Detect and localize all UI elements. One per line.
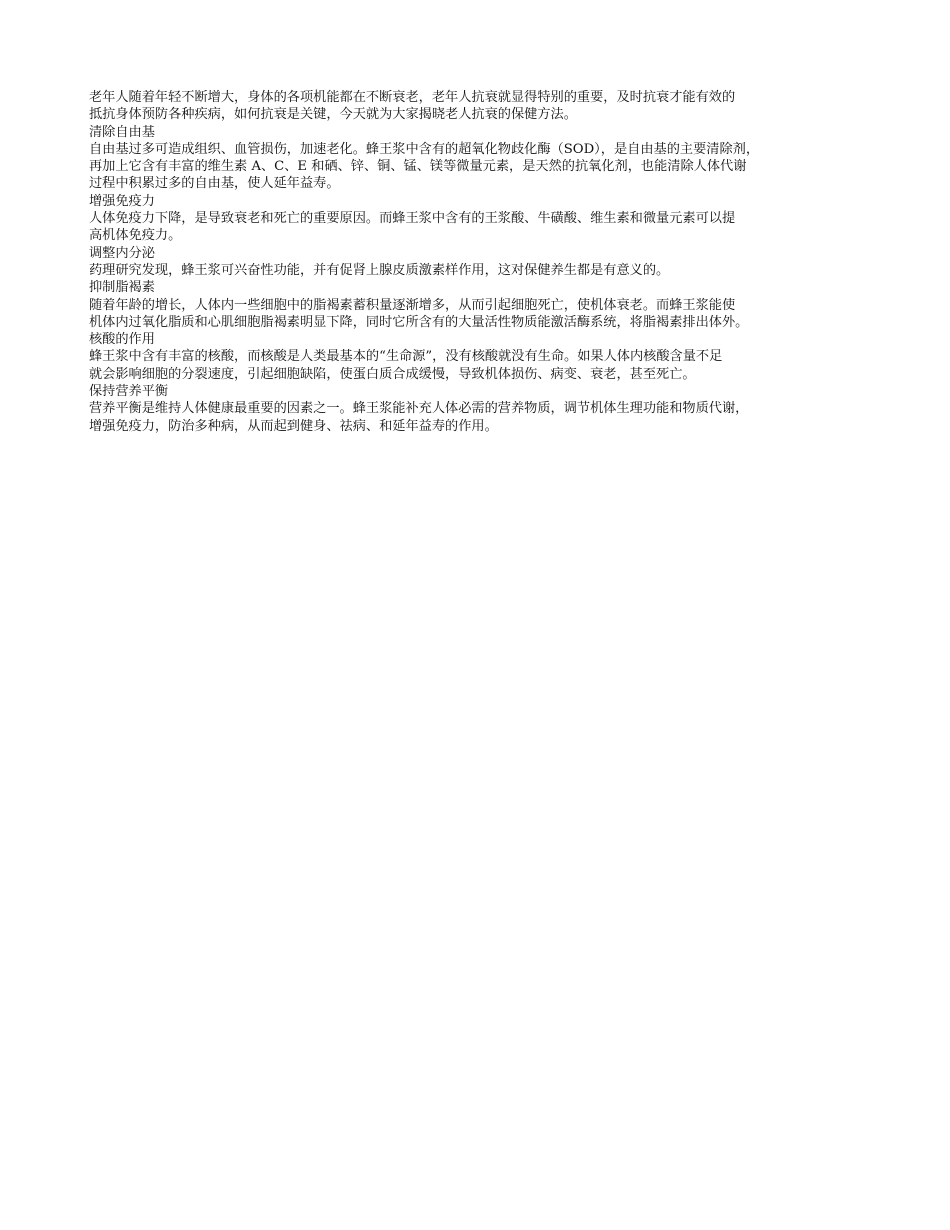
section-heading: 调整内分泌 <box>89 245 155 261</box>
intro-line: 抵抗身体预防各种疾病，如何抗衰是关键，今天就为大家揭晓老人抗衰的保健方法。 <box>89 107 577 123</box>
section-heading: 增强免疫力 <box>89 193 155 209</box>
section-line: 增强免疫力，防治多种病，从而起到健身、祛病、和延年益寿的作用。 <box>89 418 498 434</box>
section-free-radicals <box>89 124 874 193</box>
section-nutrition-balance <box>89 383 874 435</box>
section-line: 人体免疫力下降，是导致衰老和死亡的重要原因。而蜂王浆中含有的王浆酸、牛磺酸、维生素和微量元素可以提 <box>89 211 736 227</box>
section-line: 再加上它含有丰富的维生素 A、C、E 和硒、锌、铜、锰、镁等微量元素，是天然的抗氧化剂，也能清除人体代谢 <box>89 159 747 175</box>
section-heading: 清除自由基 <box>89 124 155 140</box>
document-page <box>89 89 874 435</box>
section-line: 过程中积累过多的自由基，使人延年益寿。 <box>89 176 340 192</box>
intro-line: 老年人随着年轻不断增大，身体的各项机能都在不断衰老，老年人抗衰就显得特别的重要，及时抗衰才能有效的 <box>89 90 736 105</box>
section-lipofuscin <box>89 279 874 331</box>
section-line: 营养平衡是维持人体健康最重要的因素之一。蜂王浆能补充人体必需的营养物质，调节机体生理功能和物质代谢， <box>89 401 749 417</box>
section-endocrine <box>89 245 874 280</box>
intro-paragraph <box>89 89 874 124</box>
section-line: 就会影响细胞的分裂速度，引起细胞缺陷，使蛋白质合成缓慢，导致机体损伤、病变、衰老，甚至死亡。 <box>89 366 696 382</box>
section-nucleic-acid <box>89 331 874 383</box>
section-line: 高机体免疫力。 <box>89 228 182 244</box>
section-heading: 保持营养平衡 <box>89 384 169 400</box>
section-heading: 核酸的作用 <box>89 332 155 348</box>
section-heading: 抑制脂褐素 <box>89 280 155 296</box>
section-line: 自由基过多可造成组织、血管损伤，加速老化。蜂王浆中含有的超氧化物歧化酶（SOD），是自由基的主要清除剂， <box>89 141 760 157</box>
section-line: 蜂王浆中含有丰富的核酸，而核酸是人类最基本的“生命源”，没有核酸就没有生命。如果人体内核酸含量不足 <box>89 349 723 365</box>
section-immunity <box>89 193 874 245</box>
section-line: 药理研究发现，蜂王浆可兴奋性功能，并有促肾上腺皮质激素样作用，这对保健养生都是有意义的。 <box>89 262 670 278</box>
section-line: 机体内过氧化脂质和心肌细胞脂褐素明显下降，同时它所含有的大量活性物质能激活酶系统，将脂褐素排出体外。 <box>89 314 749 330</box>
section-line: 随着年龄的增长，人体内一些细胞中的脂褐素蓄积量逐渐增多，从而引起细胞死亡，使机体衰老。而蜂王浆能使 <box>89 297 736 313</box>
